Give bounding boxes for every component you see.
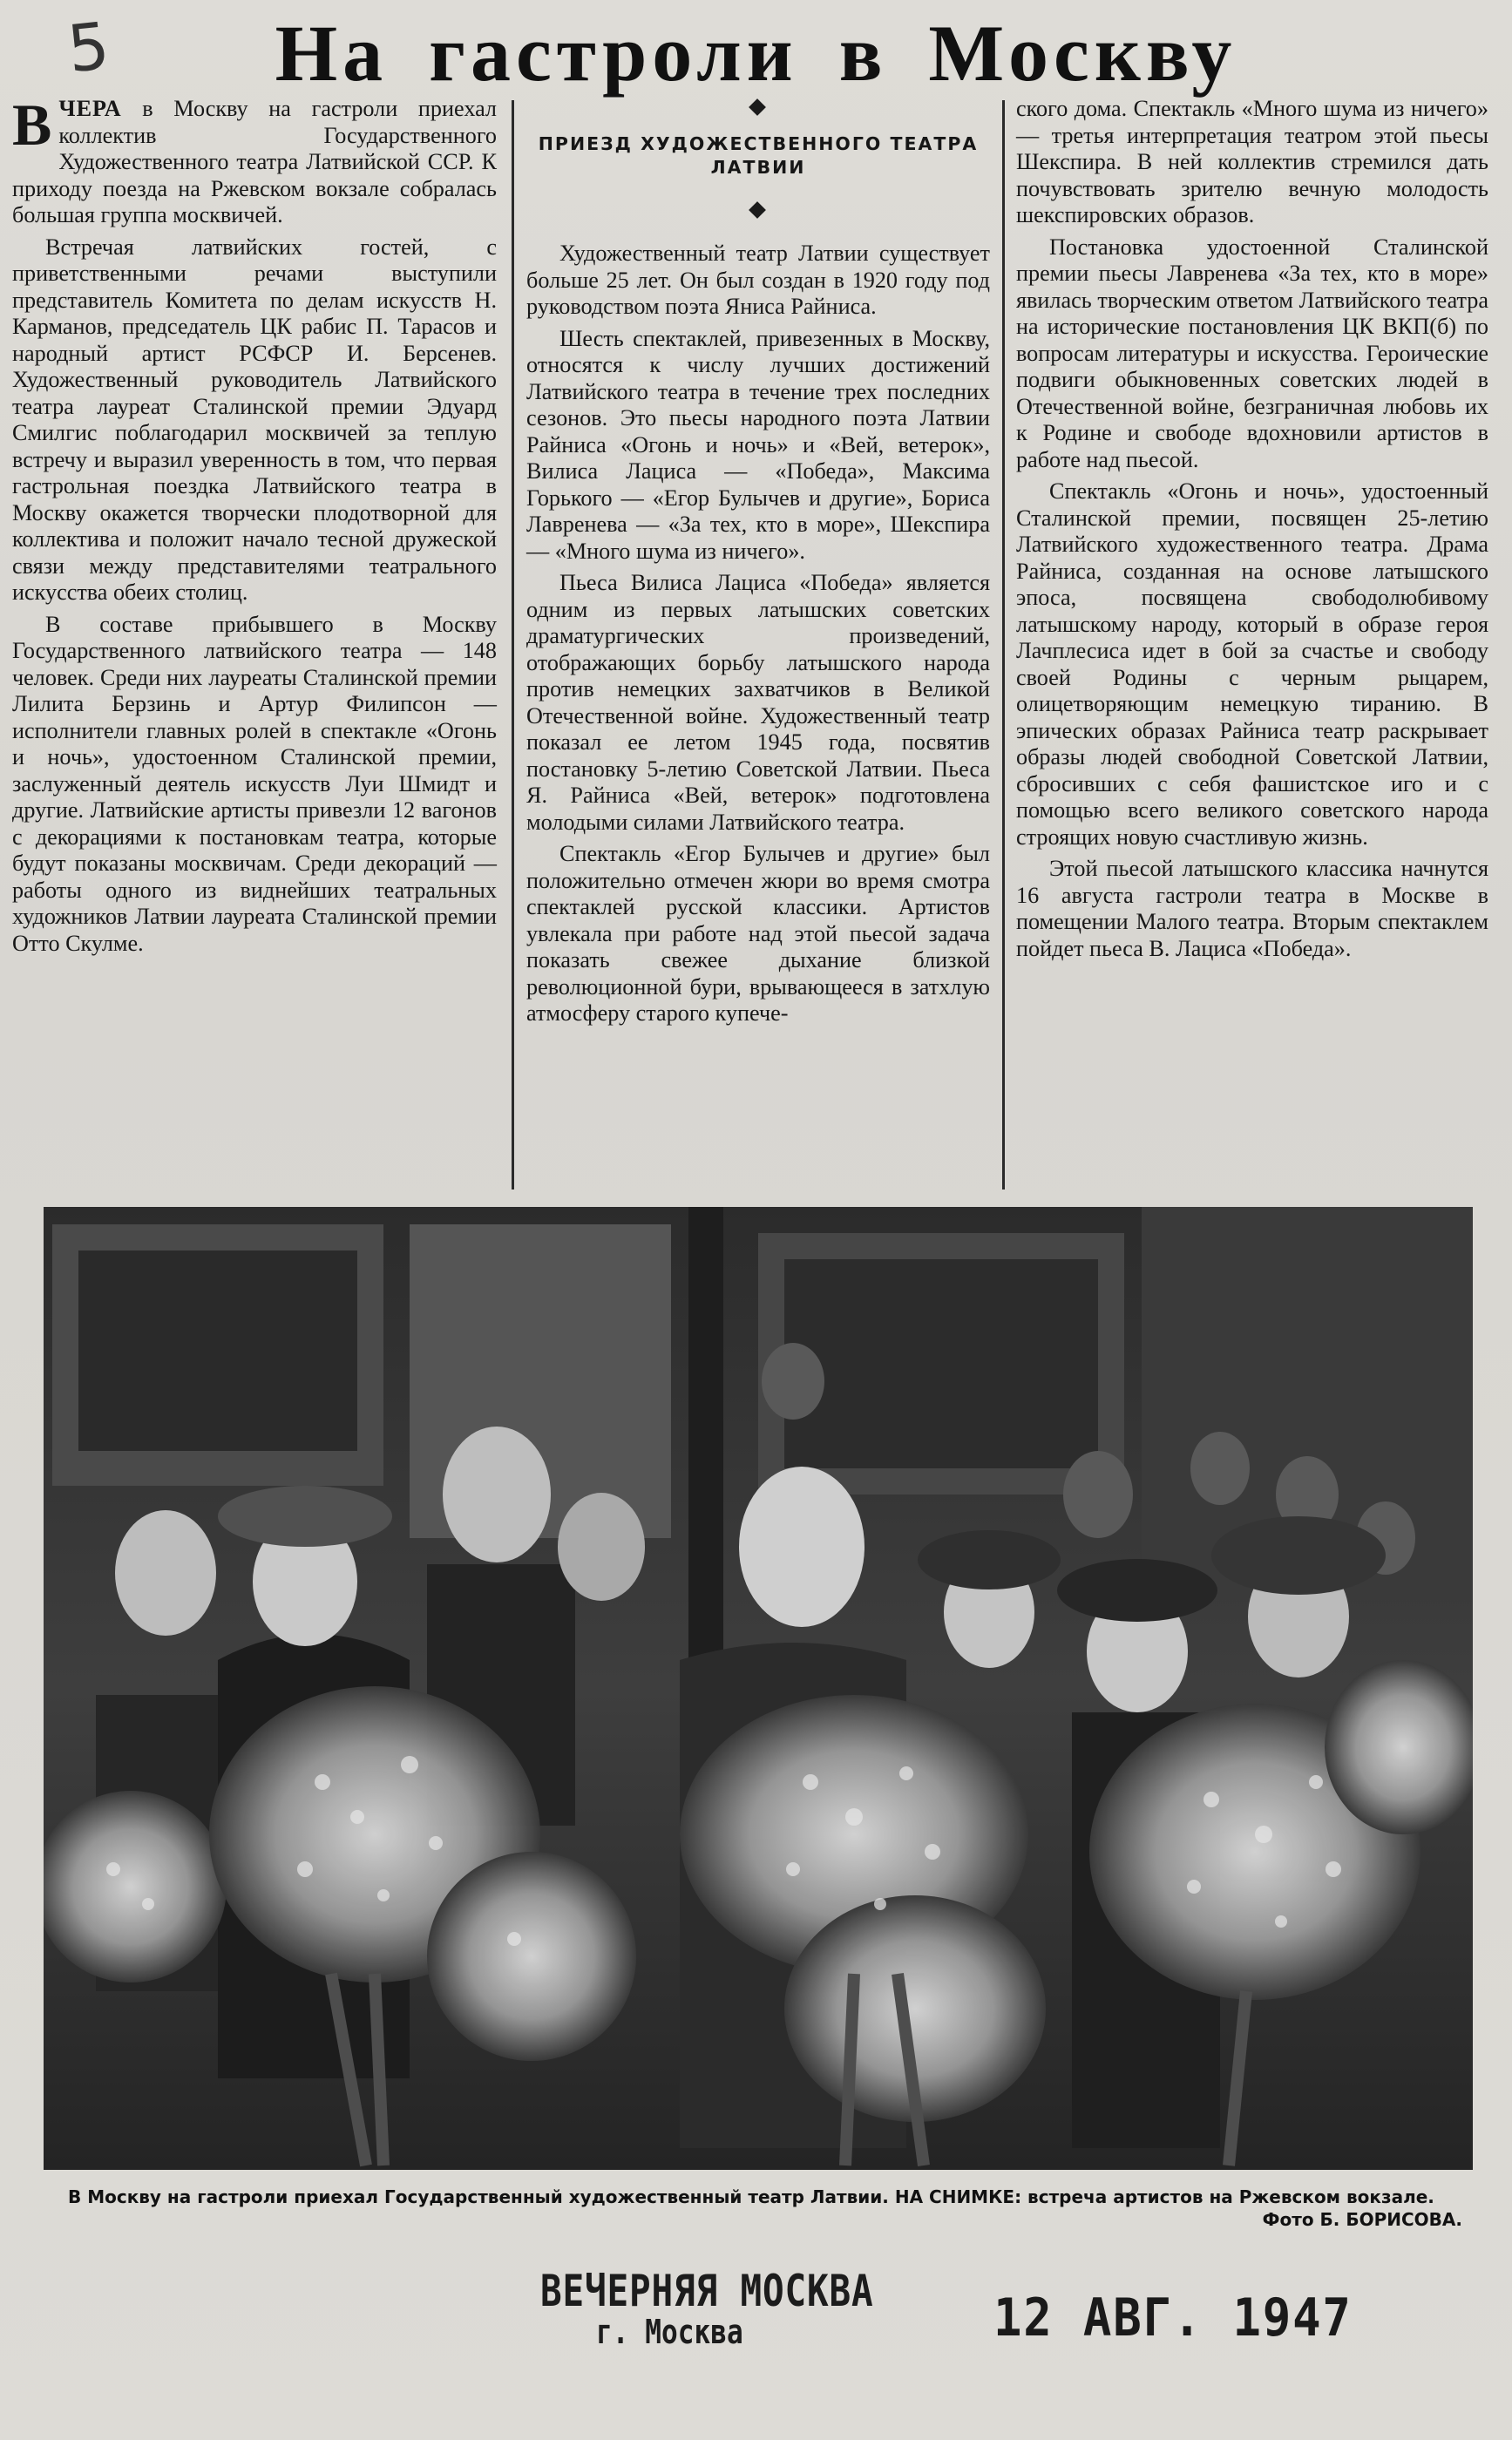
column-divider-2: [1002, 100, 1005, 1190]
paragraph: Художественный театр Латвии существует больше 25 лет. Он был создан в 1920 году под руководством поэта Яниса Райниса.: [526, 241, 990, 319]
paragraph: Этой пьесой латышского классика начнутся 16 августа гастроли театра в Москве в помещении Малого театра. Вторым спектаклем пойдет пьеса В. Лациса «Победа».: [1016, 856, 1488, 961]
paragraph: [12, 92, 497, 229]
drop-cap: В: [12, 92, 52, 158]
date-stamp: 12 АВГ. 1947: [993, 2288, 1353, 2348]
paragraph: В составе прибывшего в Москву Государственного латвийского театра — 148 человек. Среди них лауреаты Сталинской премии Лилита Берзинь и Артур Филипсон — исполнители главных ролей в спектакле «Огонь и ночь», удостоенном Сталинской премии, заслуженный деятель искусств Луи Шмидт и другие. Латвийские артисты привезли 12 вагонов с декорациями к постановкам театра, которые будут показаны москвичам. Среди декораций — работы одного из виднейших театральных художников Латвии лауреата Сталинской премии Отто Скулме.: [12, 611, 497, 956]
lead-caps: ЧЕРА: [58, 96, 122, 121]
article-column-3: [1016, 96, 1488, 967]
section-subhead: ПРИЕЗД ХУДОЖЕСТВЕННОГО ТЕАТРА ЛАТВИИ: [538, 133, 979, 178]
paragraph: Спектакль «Огонь и ночь», удостоенный Сталинской премии, посвящен 25-летию Латвийского художественного театра. Драма Райниса, созданная на основе латышского эпоса, посвящена свободолюбивому латышскому народу, который в образе героя Лачплесиса идет в бой за счастье и свободу своей Родины с черным рыцарем, олицетворяющим немецкую тиранию. В эпических образах Райниса театр раскрывает образы людей свободной Советской Латвии, сбросивших с себя фашистское иго и с помощью всего великого советского народа строящих новую счастливую жизнь.: [1016, 478, 1488, 850]
headline: На гастроли в Москву: [275, 9, 1237, 98]
handwritten-mark: 5: [64, 8, 113, 88]
column-divider-1: [512, 100, 514, 1190]
paragraph: Шесть спектаклей, привезенных в Москву, относятся к числу лучших достижений Латвийского театра в течение трех последних сезонов. Это пьесы народного поэта Латвии Райниса «Огонь и ночь» и «Вей, ветерок», Вилиса Лациса — «Победа», Максима Горького — «Егор Булычев и другие», Бориса Лавренева — «За тех, кто в море», Шекспира — «Много шума из ничего».: [526, 325, 990, 564]
article-column-1: [12, 92, 497, 962]
caption-text: В Москву на гастроли приехал Государственный художественный театр Латвии. НА СНИМКЕ: встреча артистов на Ржевском вокзале.: [68, 2186, 1434, 2207]
paragraph: Встречая латвийских гостей, с приветственными речами выступили представитель Комитета по делам искусств Н. Карманов, председатель ЦК рабис П. Тарасов и народный артист РСФСР И. Берсенев. Художественный руководитель Латвийского театра лауреат Сталинской премии Эдуард Смилгис поблагодарил москвичей за теплую встречу и выразил уверенность в том, что первая гастрольная поездка Латвийского театра в Москву окажется творчески плодотворной для коллектива и положит начало тесной дружеской связи между представителями театрального искусства обеих столиц.: [12, 234, 497, 605]
photo-credit: Фото Б. БОРИСОВА.: [1262, 2209, 1462, 2230]
stamp-paper-name: ВЕЧЕРНЯЯ МОСКВА: [540, 2266, 874, 2316]
stamp-city: г. Москва: [595, 2313, 743, 2351]
article-column-2: [526, 241, 990, 1033]
paragraph: Пьеса Вилиса Лациса «Победа» является одним из первых латышских советских драматургических произведений, отображающих борьбу латышского народа против немецких захватчиков в Великой Отечественной войне. Художественный театр показал ее летом 1945 года, посвятив постановку 5-летию Советской Латвии. Пьеса Я. Райниса «Вей, ветерок» подготовлена молодыми силами Латвийского театра.: [526, 570, 990, 835]
newspaper-stamp: [540, 2266, 874, 2351]
news-photo: [44, 1207, 1473, 2170]
photo-illustration: [44, 1207, 1473, 2170]
ornament-diamond: [749, 98, 766, 116]
paragraph: ского дома. Спектакль «Много шума из ничего» — третья интерпретация театром этой пьесы Шекспира. В ней коллектив стремился дать почувствовать зрителю вечную молодость шекспировских образов.: [1016, 96, 1488, 227]
paragraph: Спектакль «Егор Булычев и другие» был положительно отмечен жюри во время смотра спектаклей русской классики. Артистов увлекала при работе над этой пьесой задача показать свежее дыхание близкой революционной бури, врывающееся в затхлую атмосферу старого купече-: [526, 841, 990, 1026]
ornament-diamond: [749, 201, 766, 219]
paragraph-text: в Москву на гастроли приехал коллектив Государственного Художественного театра Латвийской ССР. К приходу поезда на Ржевском вокзале собралась большая группа москвичей.: [12, 96, 497, 227]
photo-caption: [68, 2186, 1462, 2230]
paragraph: Постановка удостоенной Сталинской премии пьесы Лавренева «За тех, кто в море» явилась творческим ответом Латвийского театра на исторические постановления ЦК ВКП(б) по вопросам литературы и искусства. Героические подвиги обыкновенных советских людей в Отечественной войне, безграничная любовь их к Родине и свободе вдохновили артистов в работе над пьесой.: [1016, 234, 1488, 472]
